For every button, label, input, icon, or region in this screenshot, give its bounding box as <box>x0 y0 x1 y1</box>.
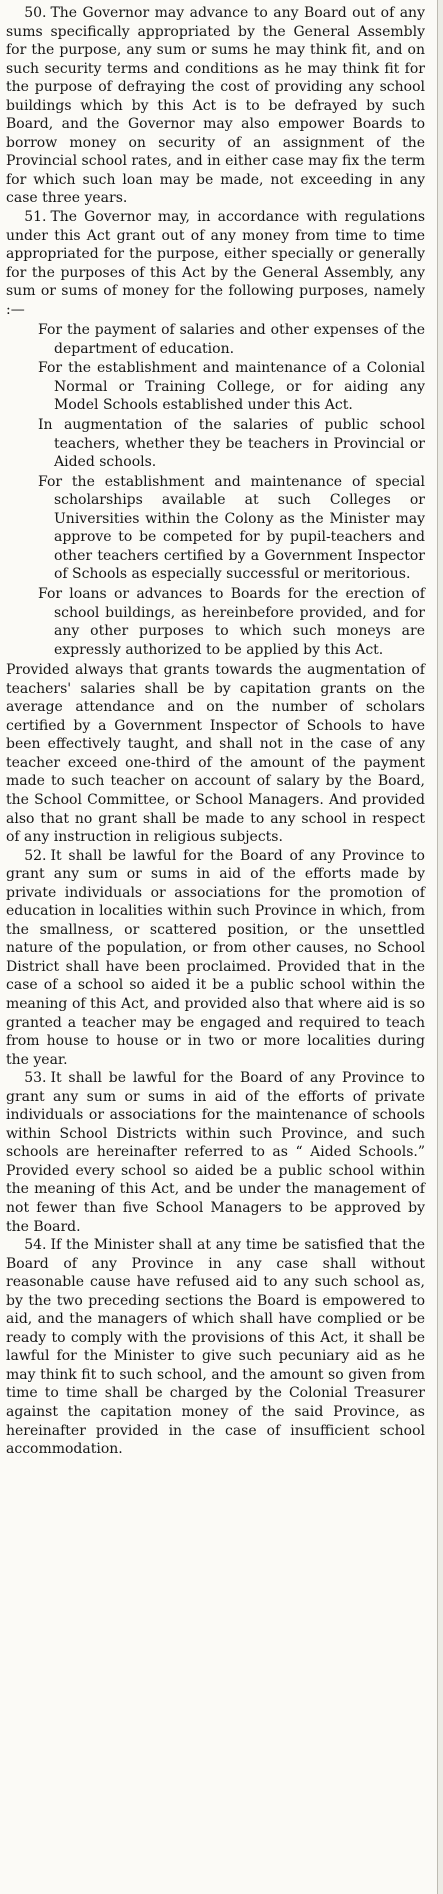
section-number: 50. <box>24 5 47 21</box>
list-item: In augmentation of the salaries of public school teachers, whether they be teachers in Provincial or Aided schools. <box>38 417 425 471</box>
section-50 <box>6 4 425 208</box>
section-number: 54. <box>24 1237 47 1254</box>
section-text: It shall be lawful for the Board of any Province to grant any sum or sums in aid of the efforts of private individuals or associations for the maintenance of schools within School Districts within such Province, and such schools are hereinafter referred to as “ Aided Schools.” Provided every school so aided be a public school within the meaning of this Act, and be under the management of not fewer than five School Managers to be approved by the Board. <box>6 1070 425 1235</box>
section-number: 52. <box>24 847 47 864</box>
list-item: For loans or advances to Boards for the erection of school buildings, as hereinbefore provided, and for any other purposes to which such moneys are expressly authorized to be applied by this Act. <box>38 585 425 658</box>
section-54 <box>6 1236 425 1459</box>
section-number: 51. <box>24 209 47 226</box>
section-text: It shall be lawful for the Board of any Province to grant any sum or sums in aid of the efforts made by private individuals or associations for the promotion of education in localities within such Province in which, from the smallness, or scattered position, or the unsettled nature of the population, or from other causes, no School District shall have been proclaimed. Provided that in the case of a school so aided it be a public school within the meaning of this Act, and provided also that where aid is so granted a teacher may be engaged and required to teach from house to house or in two or more localities during the year. <box>6 847 425 1068</box>
list-item: For the establishment and maintenance of special scholarships available at such Colleges or Universities within the Colony as the Minister may approve to be competed for by pupil-teachers and other teachers certified by a Government Inspector of Schools as especially successful or meritorious. <box>38 473 425 583</box>
section-51 <box>6 208 425 319</box>
section-52 <box>6 847 425 1070</box>
section-text: If the Minister shall at any time be satisfied that the Board of any Province in any case shall without reasonable cause have refused aid to any such school as, by the two preceding sections the Board is empowered to aid, and the managers of which shall have complied or be ready to comply with the provisions of this Act, it shall be lawful for the Minister to give such pecuniary aid as he may think fit to such school, and the amount so given from time to time shall be charged by the Colonial Treasurer against the capitation money of the said Province, as hereinafter provided in the case of insufficient school accommodation. <box>6 1237 425 1458</box>
section-text: The Governor may advance to any Board out of any sums specifically appropriated by the General Assembly for the purpose, any sum or sums he may think fit, and on such security terms and conditions as he may think fit for the purpose of defraying the cost of providing any school buildings which by this Act is to be defrayed by such Board, and the Governor may also empower Boards to borrow money on security of an assignment of the Provincial school rates, and in either case may fix the term for which such loan may be made, not exceeding in any case three years. <box>6 5 425 207</box>
list-item: For the payment of salaries and other expenses of the department of education. <box>38 322 425 357</box>
section-51-proviso: Provided always that grants towards the augmentation of teachers' salaries shall be by capitation grants on the average attendance and on the number of scholars certified by a Government Inspector of Schools to have been effectively taught, and shall not in the case of any teacher exceed one-third of the amount of the payment made to such teacher on account of salary by the Board, the School Committee, or School Managers. And provided also that no grant shall be made to any school in respect of any instruction in religious subjects. <box>6 662 425 846</box>
section-number: 53. <box>24 1070 47 1087</box>
purposes-list <box>6 321 425 659</box>
section-53 <box>6 1069 425 1236</box>
list-item: For the establishment and maintenance of a Colonial Normal or Training College, or for aiding any Model Schools established under this Act. <box>38 360 425 414</box>
section-text: The Governor may, in accordance with regulations under this Act grant out of any money from time to time appropriated for the purpose, either specially or generally for the purposes of this Act by the General Assembly, any sum or sums of money for the following purposes, namely :— <box>6 209 425 318</box>
